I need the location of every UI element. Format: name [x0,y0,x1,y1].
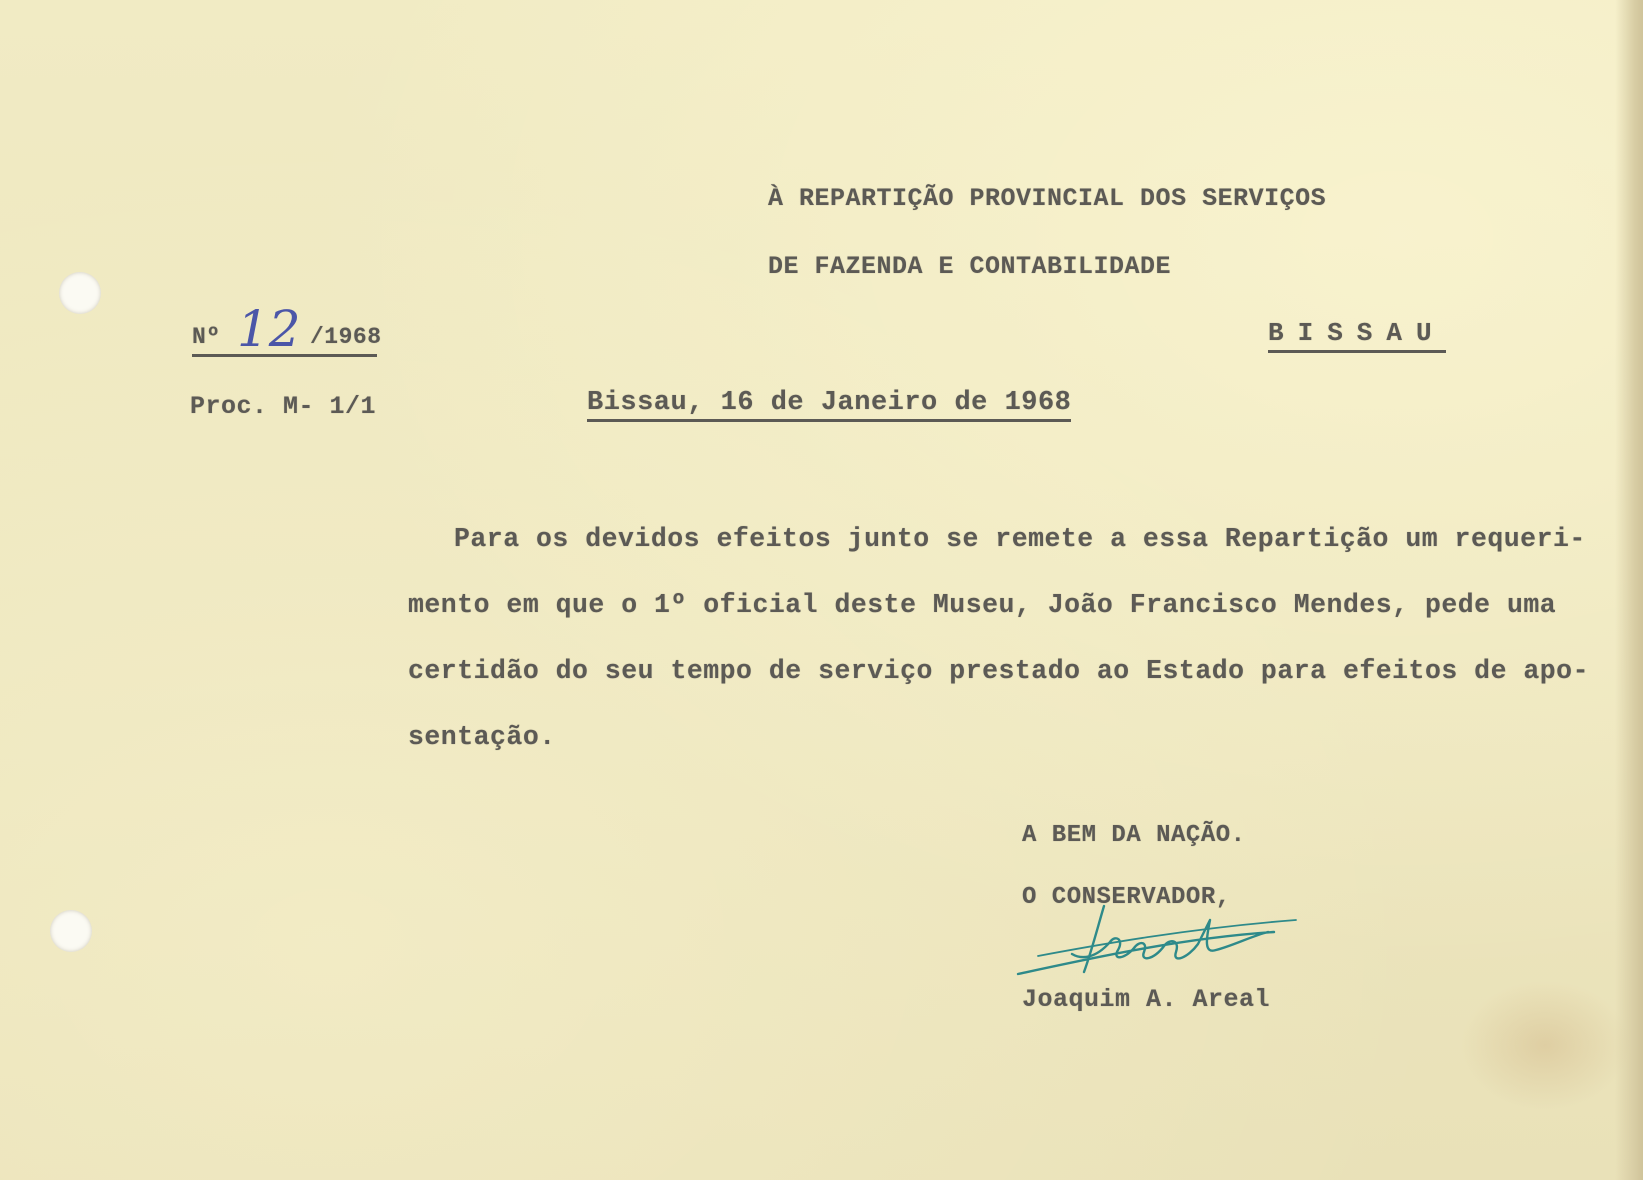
process-reference: Proc. M- 1/1 [190,392,377,421]
paper-stain [1460,980,1630,1110]
body-line: sentação. [408,722,556,752]
reference-prefix: Nº [192,324,221,350]
body-line: Para os devidos efeitos junto se remete a essa Repartição um requeri- [454,524,1586,554]
body-line: certidão do seu tempo de serviço prestado ao Estado para efeitos de apo- [408,656,1589,686]
signer-name: Joaquim A. Areal [1022,985,1271,1014]
signer-title: O CONSERVADOR, [1022,884,1231,911]
closing-salutation: A BEM DA NAÇÃO. [1022,822,1246,849]
signature-stroke [1018,906,1274,974]
recipient-line-1: À REPARTIÇÃO PROVINCIAL DOS SERVIÇOS [768,184,1327,213]
handwritten-signature [1012,898,1312,998]
recipient-line-2: DE FAZENDA E CONTABILIDADE [768,252,1172,281]
reference-year: /1968 [310,324,382,350]
punch-hole-bottom [50,910,92,952]
body-line: mento em que o 1º oficial deste Museu, João Francisco Mendes, pede uma [408,590,1557,620]
reference-number [192,300,382,358]
paper-edge [1615,0,1643,1180]
letter-date: Bissau, 16 de Janeiro de 1968 [587,388,1071,422]
recipient-city: BISSAU [1268,318,1446,353]
handwritten-number: 12 [237,300,301,358]
punch-hole-top [59,272,101,314]
signature-underline [1038,920,1296,956]
